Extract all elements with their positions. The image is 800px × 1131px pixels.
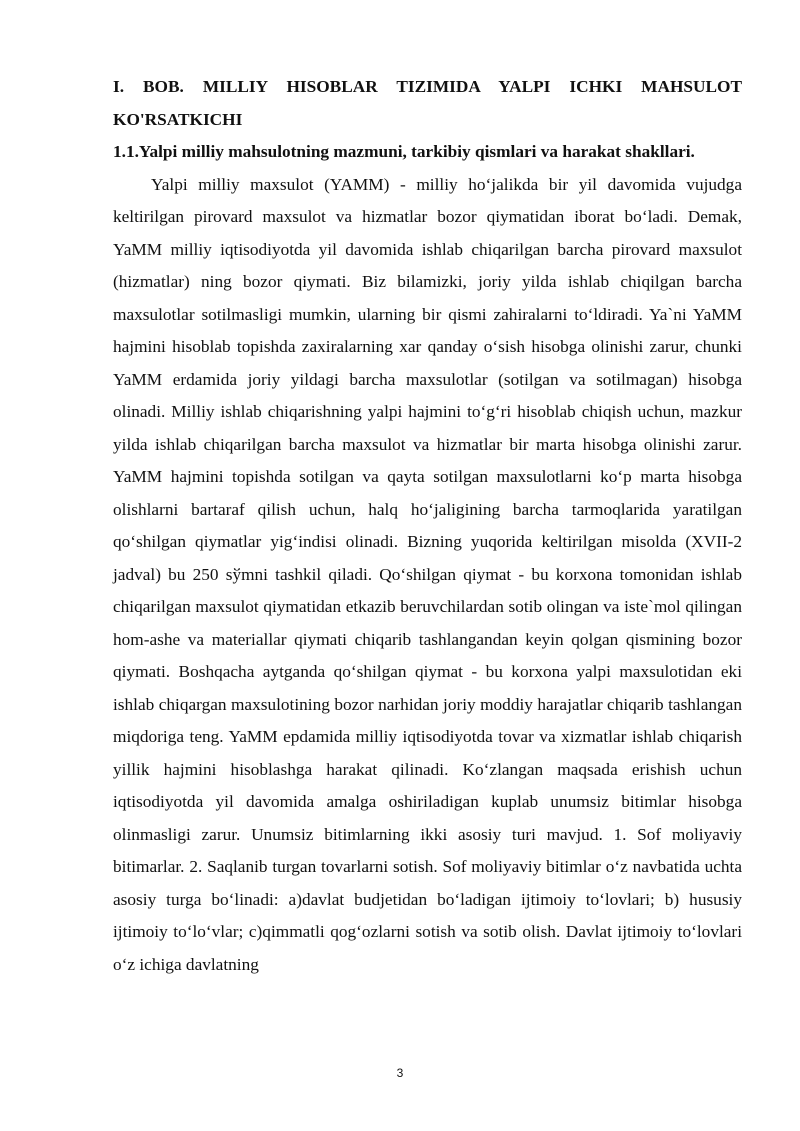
body-paragraph: Yalpi milliy maxsulot (YAMM) - milliy ho‘jalikda bir yil davomida vujudga keltirilgan pirovard maxsulot va hizmatlar bozor qiymatidan iborat bo‘ladi. Demak, YaMM milliy iqtisodiyotda yil davomida ishlab chiqarilgan barcha pirovard maxsulot (hizmatlar) ning bozor qiymati. Biz bilamizki, joriy yilda ishlab chiqilgan barcha maxsulotlar sotilmasligi mumkin, ularning bir qismi zahiralarni to‘ldiradi. Ya`ni YaMM hajmini hisoblab topishda zaxiralarning xar qanday o‘sish hisobga olinishi zarur, chunki YaMM erdamida joriy yildagi barcha maxsulotlar (sotilgan va sotilmagan) hisobga olinadi. Milliy ishlab chiqarishning yalpi hajmini to‘g‘ri hisoblab chiqish uchun, mazkur yilda ishlab chiqarilgan barcha maxsulot va hizmatlar bir marta hisobga olinishi zarur. YaMM hajmini topishda sotilgan va qayta sotilgan maxsulotlarni ko‘p marta hisobga olishlarni bartaraf qilish uchun, halq ho‘jaligining barcha tarmoqlarida yaratilgan qo‘shilgan qiymatlar yig‘indisi olinadi. Bizning yuqorida keltirilgan misolda (XVII-2 jadval) bu 250 sўmni tashkil qiladi. Qo‘shilgan qiymat - bu korxona tomonidan ishlab chiqarilgan maxsulot qiymatidan etkazib beruvchilardan sotib olingan va iste`mol qilingan hom-ashe va materiallar qiymati chiqarib tashlangandan keyin qolgan qismining bozor qiymati. Boshqacha aytganda qo‘shilgan qiymat - bu korxona yalpi maxsulotidan eki ishlab chiqargan maxsulotining bozor narhidan joriy moddiy harajatlar chiqarib tashlangan miqdoriga teng. YaMM epdamida milliy iqtisodiyotda tovar va xizmatlar ishlab chiqarish yillik hajmini hisoblashga harakat qilinadi. Ko‘zlangan maqsada erishish uchun iqtisodiyotda yil davomida amalga oshiriladigan kuplab unumsiz bitimlar hisobga olinmasligi zarur. Unumsiz bitimlarning ikki asosiy turi mavjud. 1. Sof moliyaviy bitimarlar. 2. Saqlanib turgan tovarlarni sotish. Sof moliyaviy bitimlar o‘z navbatida uchta asosiy turga bo‘linadi: a)davlat budjetidan bo‘ladigan ijtimoiy to‘lovlari; b) hususiy ijtimoiy to‘lo‘vlar; c)qimmatli qog‘ozlarni sotish va sotib olish. Davlat ijtimoiy to‘lovlari o‘z ichiga davlatning: [113, 174, 742, 974]
page-number: 3: [396, 1066, 404, 1080]
page-content: [113, 71, 742, 981]
section-heading: 1.1.Yalpi milliy mahsulotning mazmuni, tarkibiy qismlari va harakat shakllari.: [113, 142, 695, 161]
chapter-heading: I. BOB. MILLIY HISOBLAR TIZIMIDA YALPI ICHKI MAHSULOT KO'RSATKICHI: [113, 77, 742, 129]
